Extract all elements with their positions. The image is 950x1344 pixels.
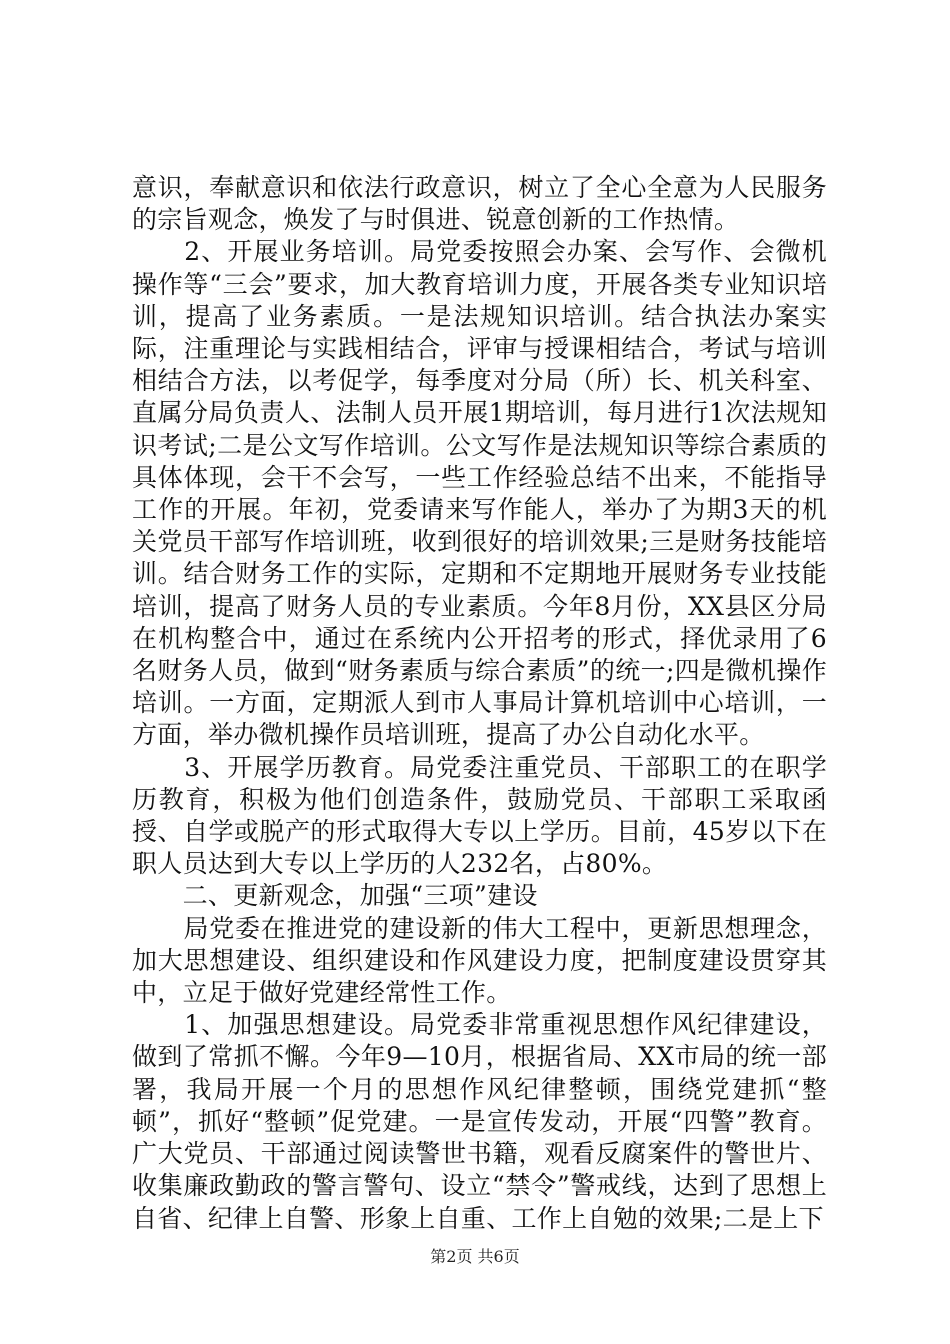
paragraph-continued-text: 意识，奉献意识和依法行政意识，树立了全心全意为人民服务的宗旨观念，焕发了与时俱进、锐意创新的工作热情。 — [132, 173, 827, 235]
paragraph-education: 3、开展学历教育。局党委注重党员、干部职工的在职学历教育，积极为他们创造条件，鼓励党员、干部职工采取函授、自学或脱产的形式取得大专以上学历。目前，45岁以下在职人员达到大专以上学历的人232名，占80%。 — [132, 752, 827, 879]
paragraph-section-intro: 局党委在推进党的建设新的伟大工程中，更新思想理念，加大思想建设、组织建设和作风建设力度，把制度建设贯穿其中，立足于做好党建经常性工作。 — [132, 913, 827, 1008]
page-footer: 第2页 共6页 — [430, 1247, 520, 1266]
section-heading: 二、更新观念，加强“三项”建设 — [132, 881, 538, 911]
document-body — [132, 172, 827, 1235]
paragraph-ideology-building: 1、加强思想建设。局党委非常重视思想作风纪律建设，做到了常抓不懈。今年9—10月，根据省局、XX市局的统一部署，我局开展一个月的思想作风纪律整顿，围绕党建抓“整顿”，抓好“整顿”促党建。一是宣传发动，开展“四警”教育。广大党员、干部通过阅读警世书籍，观看反腐案件的警世片、收集廉政勤政的警言警句、设立“禁令”警戒线，达到了思想上自省、纪律上自警、形象上自重、工作上自勉的效果;二是上下 — [132, 1010, 827, 1233]
paragraph-business-training: 2、开展业务培训。局党委按照会办案、会写作、会微机操作等“三会”要求，加大教育培训力度，开展各类专业知识培训，提高了业务素质。一是法规知识培训。结合执法办案实际，注重理论与实践相结合，评审与授课相结合，考试与培训相结合方法，以考促学，每季度对分局（所）长、机关科室、直属分局负责人、法制人员开展1期培训，每月进行1次法规知识考试;二是公文写作培训。公文写作是法规知识等综合素质的具体体现，会干不会写，一些工作经验总结不出来，不能指导工作的开展。年初，党委请来写作能人，举办了为期3天的机关党员干部写作培训班，收到很好的培训效果;三是财务技能培训。结合财务工作的实际，定期和不定期地开展财务专业技能培训，提高了财务人员的专业素质。今年8月份，XX县区分局在机构整合中，通过在系统内公开招考的形式，择优录用了6名财务人员，做到“财务素质与综合素质”的统一;四是微机操作培训。一方面，定期派人到市人事局计算机培训中心培训，一方面，举办微机操作员培训班，提高了办公自动化水平。 — [132, 237, 827, 750]
